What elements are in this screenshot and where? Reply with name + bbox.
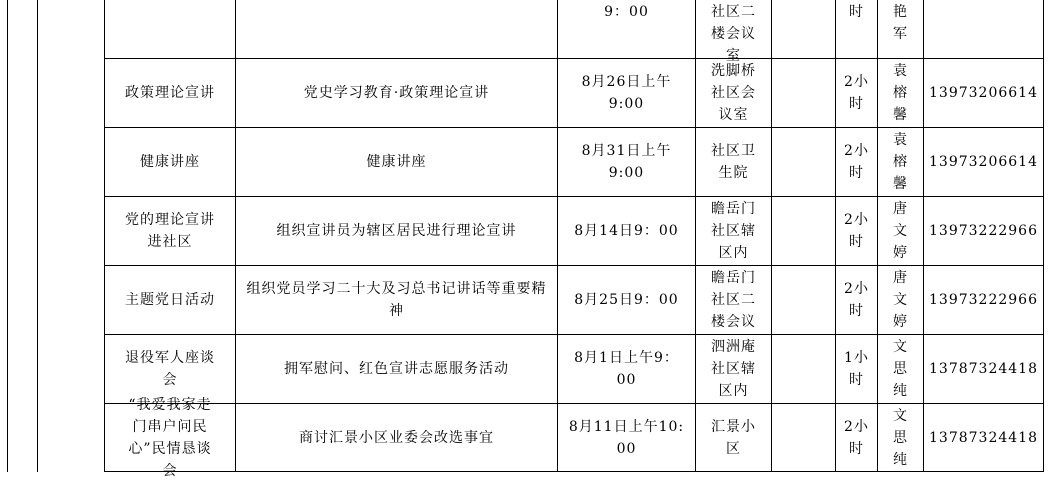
- row-divider: [104, 471, 1043, 472]
- place-line: 楼会议: [711, 26, 756, 42]
- phone-text: 13973206614: [929, 85, 1038, 101]
- phone-cell: [924, 266, 1043, 334]
- duration-cell: [836, 335, 877, 403]
- duration-cell: [836, 59, 877, 127]
- time-line: 8月26日上午: [581, 74, 672, 90]
- phone-cell: [924, 197, 1043, 265]
- place-cell: [696, 1, 771, 64]
- topic-text: 健康讲座: [140, 154, 200, 170]
- duration-line: 时: [848, 96, 864, 112]
- phone-cell: [924, 128, 1043, 196]
- time-cell: [558, 128, 695, 196]
- duration-line: 时: [848, 372, 864, 388]
- person-cell: [878, 197, 923, 265]
- column-divider: [771, 0, 772, 472]
- time-line: 8月14日9：00: [574, 223, 679, 239]
- place-line: 洗脚桥: [711, 63, 756, 79]
- person-line: 纯: [893, 451, 908, 468]
- topic-text: 政策理论宣讲: [125, 85, 215, 101]
- time-cell: [558, 404, 695, 471]
- time-line: 8月1日上午9：: [574, 350, 679, 366]
- phone-cell: [924, 335, 1043, 403]
- topic-text: 党的理论宣讲进社区: [125, 212, 215, 250]
- duration-line: 时: [848, 234, 864, 250]
- topic-cell: [105, 1, 235, 58]
- person-cell: [878, 59, 923, 127]
- time-cell: [558, 266, 695, 334]
- person-line: 唐: [893, 201, 908, 217]
- place-line: 社区辖: [711, 223, 756, 239]
- person-cell: [878, 404, 923, 471]
- duration-line: 时: [848, 303, 864, 319]
- duration-cell: [836, 266, 877, 334]
- time-cell: [558, 335, 695, 403]
- duration-line: 2小: [844, 281, 869, 297]
- person-line: 袁: [893, 132, 908, 148]
- duration-cell: [836, 1, 877, 58]
- duration-cell: [836, 128, 877, 196]
- duration-line: 1小: [844, 350, 869, 366]
- place-line: 议室: [718, 107, 749, 123]
- place-line: 区内: [718, 383, 749, 399]
- person-cell: [878, 266, 923, 334]
- duration-line: 2小: [844, 212, 869, 228]
- content-cell: [236, 1, 557, 58]
- topic-cell: [105, 197, 235, 265]
- phone-cell: [924, 404, 1043, 471]
- person-line: 唐: [893, 270, 908, 286]
- phone-text: 13973222966: [929, 223, 1038, 239]
- person-line: 文: [893, 292, 908, 308]
- place-cell: [696, 128, 771, 196]
- time-line: 9:00: [608, 165, 645, 181]
- person-line: 思: [893, 429, 908, 446]
- content-cell: [236, 404, 557, 471]
- topic-text: 主题党日活动: [125, 292, 215, 308]
- place-cell: [696, 266, 771, 334]
- phone-cell: [924, 1, 1043, 58]
- duration-line: 2小: [844, 143, 869, 159]
- person-line: 思: [893, 361, 908, 377]
- person-cell: [878, 1, 923, 58]
- place-line: 泗洲庵: [711, 339, 756, 355]
- place-line: 社区辖: [711, 361, 756, 377]
- column-divider: [37, 0, 38, 472]
- person-line: 纯: [893, 383, 908, 399]
- person-line: 榕: [893, 85, 908, 101]
- person-line: 婷: [893, 314, 908, 330]
- person-line: 榕: [893, 154, 908, 170]
- place-line: 区内: [718, 245, 749, 261]
- time-cell: [558, 197, 695, 265]
- person-line: 馨: [893, 107, 908, 123]
- person-line: 文: [893, 339, 908, 355]
- content-text: 商讨汇景小区业委会改选事宜: [299, 429, 494, 446]
- place-line: 社区卫: [711, 143, 756, 159]
- time-line: 8月25日9：00: [574, 292, 679, 308]
- topic-text: 退役军人座谈会: [125, 350, 215, 388]
- phone-text: 13787324418: [929, 429, 1038, 446]
- content-text: 健康讲座: [366, 154, 427, 170]
- time-line: 8月11日上午10:: [568, 418, 685, 435]
- duration-cell: [836, 404, 877, 471]
- phone-text: 13973222966: [929, 292, 1038, 308]
- place-line: 室: [726, 48, 741, 64]
- place-line: 生院: [718, 165, 749, 181]
- column-divider: [7, 0, 8, 472]
- place-cell: [696, 59, 771, 127]
- duration-line: 时: [848, 165, 864, 181]
- place-line: 社区二: [711, 292, 756, 308]
- place-line: 区: [726, 440, 741, 457]
- topic-cell: [105, 396, 235, 479]
- person-line: 婷: [893, 245, 908, 261]
- time-line: 9:00: [608, 96, 645, 112]
- place-cell: [696, 335, 771, 403]
- content-text: 拥军慰问、红色宣讲志愿服务活动: [284, 361, 509, 377]
- content-text: 党史学习教育·政策理论宣讲: [303, 85, 490, 101]
- place-line: 楼会议: [711, 314, 756, 330]
- phone-cell: [924, 59, 1043, 127]
- time-line: 00: [616, 372, 637, 388]
- content-cell: [236, 128, 557, 196]
- content-cell: [236, 335, 557, 403]
- duration-line: 2小: [844, 74, 869, 90]
- person-line: 文: [893, 223, 908, 239]
- column-divider: [1043, 0, 1044, 472]
- time-cell: [558, 1, 695, 58]
- place-line: 瞻岳门: [711, 201, 756, 217]
- duration-cell: [836, 197, 877, 265]
- person-cell: [878, 335, 923, 403]
- content-text: 组织党员学习二十大及习总书记讲话等重要精神: [246, 281, 547, 319]
- place-line: 社区会: [711, 85, 756, 101]
- duration-line: 2小: [844, 418, 869, 435]
- place-line: 汇景小: [711, 418, 756, 435]
- topic-cell: [105, 266, 235, 334]
- duration-line: 时: [849, 4, 864, 20]
- topic-cell: [105, 59, 235, 127]
- person-line: 馨: [893, 176, 908, 192]
- place-cell: [696, 404, 771, 471]
- content-cell: [236, 197, 557, 265]
- topic-cell: [105, 128, 235, 196]
- person-line: 袁: [893, 63, 908, 79]
- topic-text: “我爱我家走门串户问民心”民情恳谈会: [128, 396, 212, 479]
- place-line: 社区二: [711, 4, 756, 20]
- content-text: 组织宣讲员为辖区居民进行理论宣讲: [276, 223, 517, 239]
- duration-line: 时: [848, 440, 864, 457]
- time-line: 8月31日上午: [581, 143, 672, 159]
- content-cell: [236, 266, 557, 334]
- phone-text: 13973206614: [929, 154, 1038, 170]
- person-cell: [878, 128, 923, 196]
- time-line: 00: [616, 440, 637, 457]
- time-line: 9：00: [604, 4, 649, 20]
- person-line: 文: [893, 407, 908, 424]
- person-line: 军: [893, 26, 908, 42]
- place-line: 瞻岳门: [711, 270, 756, 286]
- person-line: 艳: [893, 4, 908, 20]
- place-cell: [696, 197, 771, 265]
- time-cell: [558, 59, 695, 127]
- content-cell: [236, 59, 557, 127]
- phone-text: 13787324418: [929, 361, 1038, 377]
